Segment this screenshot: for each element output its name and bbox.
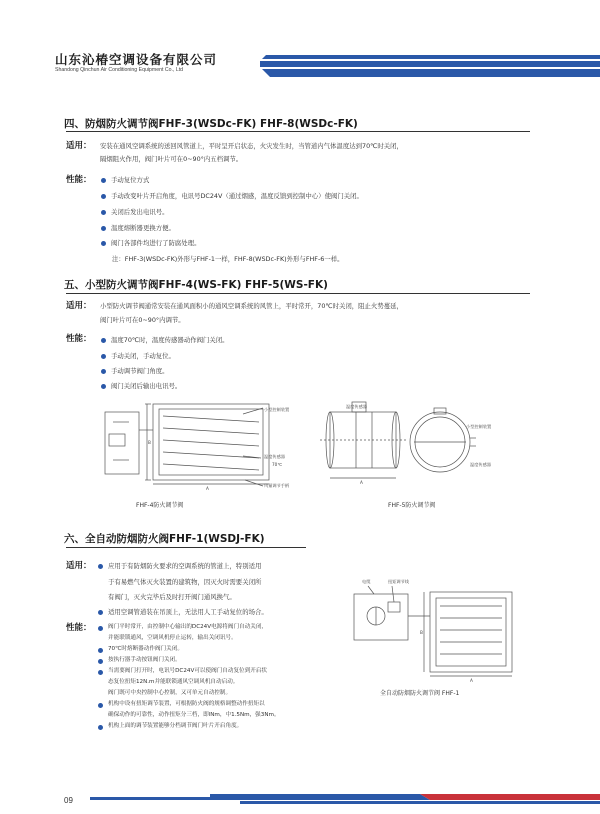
section6-feature-label: 性能： [66, 623, 92, 633]
section4-use-label: 适用： [66, 141, 92, 151]
section4-feature-item: 手动复位方式 [101, 174, 149, 187]
footer-stripe-graphic [90, 794, 600, 806]
fhf4-dim-a: A [206, 486, 209, 491]
fhf5-dim-a: A [360, 480, 363, 485]
section6-use-line: 适用空调管道装在吊顶上，无法用人工手动复位的场合。 [98, 606, 268, 619]
section5-use-label: 适用： [66, 301, 92, 311]
fhf4-label-temp: 70℃ [272, 462, 283, 467]
section4-title: 四、防烟防火调节阀FHF-3(WSDc-FK) FHF-8(WSDc-FK) [64, 118, 358, 130]
section6-feature-line: 阀门既可中央控制中心控制，又可单元自动控制。 [108, 690, 232, 696]
header-stripe-graphic [260, 55, 600, 77]
section5-rule [66, 293, 530, 294]
section5-feature-item: 手动关闭，手动复位。 [101, 350, 175, 363]
section6-use-line: 于有易燃气体灭火装置的建筑物，因灭火时需要关闭所 [108, 578, 262, 586]
section6-use-label: 适用： [66, 561, 92, 571]
section6-feature-line: 并能联锁通风，空调风机停止运转，输出关闭讯号。 [108, 635, 237, 641]
fhf4-damper-drawing [93, 400, 313, 490]
section5-feature-item: 阀门关闭后输出电讯号。 [101, 380, 181, 393]
section4-feature-item: 阀门各部件均进行了防腐处理。 [101, 237, 200, 250]
section6-rule [66, 547, 306, 548]
section6-feature-item: 按执行器手动按钮阀门关闭。 [98, 655, 181, 666]
fhf5-label-sensor: 温度传感器 [470, 462, 491, 467]
page-footer [0, 790, 600, 814]
section6-feature-item: 机构中设有扭矩调节装置，可根据防火阀的规格调整动作扭矩以 [98, 699, 265, 710]
fhf1-label-torque: 扭矩调节线 [388, 579, 409, 584]
fhf1-caption: 全自动防烟防火调节阀 FHF-1 [380, 690, 460, 697]
section4-feature-item: 关闭后发出电讯号。 [101, 206, 169, 219]
section6-feature-line: 确保动作的可靠性，动作扭矩分三档，即lNm，中1.5Nm，强3Nm。 [108, 712, 280, 718]
section5-title: 五、小型防火调节阀FHF-4(WS-FK) FHF-5(WS-FK) [64, 279, 328, 291]
fhf1-label-cable: 电缆 [362, 579, 371, 584]
section4-feature-item: 手动改变叶片开启角度，电讯号DC24V（通过烟感，温度反馈到控制中心）使阀门关闭。 [101, 190, 363, 203]
fhf1-dim-b: B [420, 630, 423, 635]
section6-use-line: 应用于有防烟防火要求的空调系统的管道上，特别适用 [98, 560, 261, 573]
page-header [55, 50, 600, 82]
page-number: 09 [64, 796, 73, 805]
fhf4-label-sensor: 温度传感器 [264, 454, 285, 459]
section4-use-line: 隔烟阻火作用，阀门叶片可在0~90°内五档调节。 [100, 155, 243, 163]
section4-use-line: 安装在通风空调系统的送回风管道上，平时呈开启状态，火灾发生时，当管道内气体温度达到70℃时关闭， [100, 142, 403, 150]
section4-note: 注：FHF-3(WSDc-FK)外形与FHF-1一样，FHF-8(WSDc-FK)外形与FHF-6一样。 [112, 255, 344, 263]
section4-rule [66, 131, 530, 132]
section6-feature-item: 机构上面的调节装置能够分档调节阀门叶片开启角度。 [98, 721, 242, 732]
section5-feature-item: 温度70℃时，温度传感器动作阀门关闭。 [101, 334, 229, 347]
fhf5-label-sensor-top: 温度传感器 [346, 404, 367, 409]
section6-title: 六、全自动防烟防火阀FHF-1(WSDJ-FK) [64, 533, 265, 545]
company-name-cn: 山东沁椿空调设备有限公司 [55, 52, 218, 67]
fhf5-label-control: 小型控制装置 [466, 424, 492, 429]
fhf5-caption: FHF-5防火调节阀 [388, 502, 436, 509]
fhf5-damper-drawing [316, 398, 516, 490]
section5-feature-item: 手动调节阀门角度。 [101, 365, 169, 378]
section5-feature-label: 性能： [66, 334, 92, 344]
section6-use-line: 有阀门，灭火完毕后及时打开阀门通风换气。 [108, 593, 236, 601]
company-name-en: Shandong Qinchun Air Conditioning Equipment Co., Ltd [55, 67, 184, 73]
fhf4-caption: FHF-4防火调节阀 [136, 502, 184, 509]
section5-use-line: 小型防火调节阀通常安装在通风面积小的通风空调系统的风管上，平时常开，70℃时关闭，阻止火势蔓延， [100, 302, 403, 310]
section5-use-line: 阀门叶片可在0~90°内调节。 [100, 316, 185, 324]
fhf1-damper-drawing [348, 580, 520, 680]
fhf4-dim-b: B [148, 440, 151, 445]
section4-feature-label: 性能： [66, 175, 92, 185]
fhf1-dim-a: A [470, 678, 473, 683]
fhf4-label-control: 小型控制装置 [264, 407, 290, 412]
section6-feature-item: 阀门平时常开，由控制中心输出的DC24V电源将阀门自动关闭， [98, 622, 267, 633]
section4-feature-item: 温度熔断器更换方便。 [101, 222, 175, 235]
section6-feature-item: 70℃时熔断器动作阀门关闭。 [98, 644, 183, 655]
fhf4-label-handle: 风量调节手柄 [264, 483, 290, 488]
section6-feature-line: 态复位扭矩12N.m并能联锁通风空调风机自动启动。 [108, 679, 239, 685]
section6-feature-item: 当需要阀门打开时，电讯号DC24V可以使阀门自动复位到开启状 [98, 666, 267, 677]
